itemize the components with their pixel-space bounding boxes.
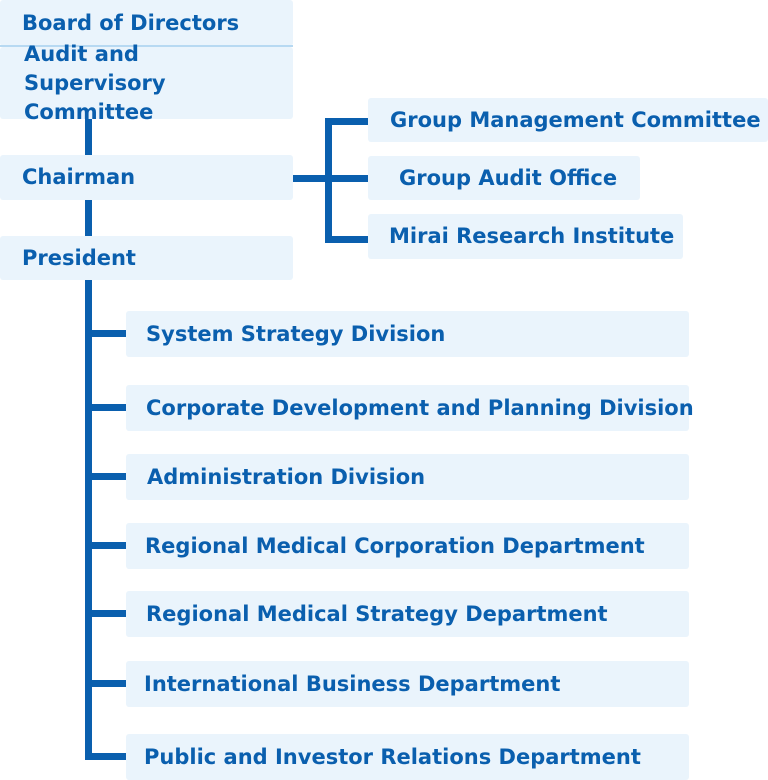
connector-president-trunk xyxy=(85,280,92,760)
connector-to-mirai-research xyxy=(325,236,368,243)
division-label: International Business Department xyxy=(144,671,561,696)
group-audit-office-box xyxy=(368,156,640,200)
division-label: Regional Medical Strategy Department xyxy=(146,601,608,626)
division-corporate-development xyxy=(126,385,694,431)
mirai-research-institute-label: Mirai Research Institute xyxy=(389,224,675,248)
connector-to-division-2 xyxy=(85,404,126,411)
division-administration xyxy=(126,454,689,500)
chairman-label: Chairman xyxy=(22,165,136,189)
connector-chairman-to-president xyxy=(85,200,92,236)
group-audit-office-label: Group Audit Office xyxy=(399,165,618,190)
connector-to-division-6 xyxy=(85,680,126,687)
connector-to-group-management xyxy=(325,118,368,125)
audit-committee-box xyxy=(0,41,293,124)
connector-to-division-7 xyxy=(85,753,126,760)
division-label: Public and Investor Relations Department xyxy=(144,744,641,769)
board-label: Board of Directors xyxy=(22,10,240,35)
division-regional-medical-corporation xyxy=(126,523,689,569)
division-public-investor-relations xyxy=(126,734,689,780)
connector-to-division-1 xyxy=(85,330,126,337)
group-management-committee-label: Group Management Committee xyxy=(390,107,761,132)
audit-committee-label: Audit and Supervisory Committee xyxy=(24,41,166,124)
connector-to-division-5 xyxy=(85,610,126,617)
division-label: Administration Division xyxy=(147,464,426,489)
division-regional-medical-strategy xyxy=(126,591,689,637)
division-label: System Strategy Division xyxy=(146,321,446,346)
president-box xyxy=(0,236,293,280)
chairman-box xyxy=(0,155,293,200)
division-label: Corporate Development and Planning Division xyxy=(146,395,694,420)
mirai-research-institute-box xyxy=(368,214,683,259)
connector-to-division-3 xyxy=(85,473,126,480)
president-label: President xyxy=(22,245,136,270)
connector-to-division-4 xyxy=(85,542,126,549)
division-international-business xyxy=(126,661,689,707)
division-label: Regional Medical Corporation Department xyxy=(145,533,645,558)
connector-to-group-audit xyxy=(325,175,368,182)
connector-chairman-horizontal xyxy=(293,175,329,182)
division-system-strategy xyxy=(126,311,689,357)
group-management-committee-box xyxy=(368,98,768,142)
